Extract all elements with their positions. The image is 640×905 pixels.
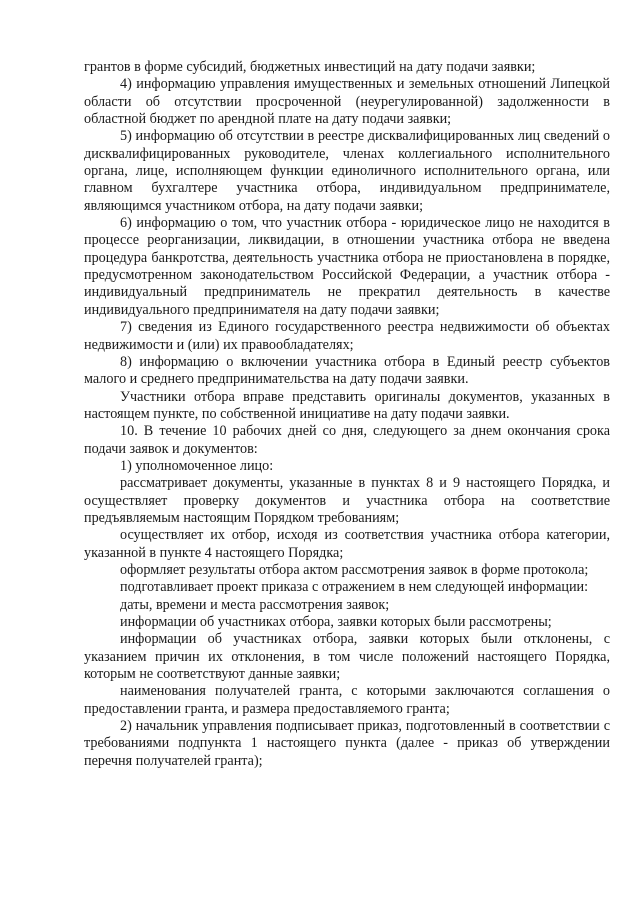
paragraph-item-5: 5) информацию об отсутствии в реестре дисквалифицированных лиц сведений о дисквалифицированных руководителе, членах коллегиального исполнительного органа, лице, исполняющем функции единоличного исполнительного органа, или главном бухгалтере участника отбора, индивидуальном предпринимателе, являющимся участником отбора, на дату подачи заявки; xyxy=(84,128,610,214)
paragraph-recipients: наименования получателей гранта, с которыми заключаются соглашения о предоставлении гранта, и размера предоставляемого гранта; xyxy=(84,683,610,717)
paragraph-reviewed-participants: информации об участниках отбора, заявки которых были рассмотрены; xyxy=(120,614,552,630)
paragraph-protocol: оформляет результаты отбора актом рассмотрения заявок в форме протокола; xyxy=(120,561,589,578)
paragraph-item-7: 7) сведения из Единого государственного реестра недвижимости об объектах недвижимости и (или) их правообладателях; xyxy=(84,319,610,353)
document-body xyxy=(84,59,610,770)
paragraph-rejected-participants: информации об участниках отбора, заявки которых были отклонены, с указанием причин их отклонения, в том числе положений настоящего Порядка, которым не соответствуют данные заявки; xyxy=(84,631,610,683)
paragraph-item-6: 6) информацию о том, что участник отбора - юридическое лицо не находится в процессе реорганизации, ликвидации, в отношении участника отбора не введена процедура банкротства, деятельность участника отбора не приостановлена в порядке, предусмотренном законодательством Российской Федерации, а участник отбора - индивидуальный предприниматель не прекратил деятельность в качестве индивидуального предпринимателя на дату подачи заявки; xyxy=(84,215,610,318)
paragraph-section-10: 10. В течение 10 рабочих дней со дня, следующего за днем окончания срока подачи заявок и документов: xyxy=(84,423,610,457)
paragraph-subitem-1: 1) уполномоченное лицо: xyxy=(120,457,274,474)
paragraph-item-8: 8) информацию о включении участника отбора в Единый реестр субъектов малого и среднего предпринимательства на дату подачи заявки. xyxy=(84,353,610,388)
paragraph-item-4: 4) информацию управления имущественных и земельных отношений Липецкой области об отсутствии просроченной (неурегулированной) задолженности в областной бюджет по арендной плате на дату подачи заявки; xyxy=(84,76,610,128)
paragraph-draft-order: подготавливает проект приказа с отражением в нем следующей информации: xyxy=(120,579,589,596)
paragraph-subitem-2: 2) начальник управления подписывает приказ, подготовленный в соответствии с требованиями подпункта 1 настоящего пункта (далее - приказ об утверждении перечня получателей гранта); xyxy=(84,718,610,769)
paragraph-reviews-documents: рассматривает документы, указанные в пунктах 8 и 9 настоящего Порядка, и осуществляет проверку документов и участника отбора на соответствие предъявляемым настоящим Порядком требованиям; xyxy=(84,475,610,526)
paragraph-dates: даты, времени и места рассмотрения заявок; xyxy=(120,596,390,613)
paragraph-grants-continuation: грантов в форме субсидий, бюджетных инвестиций на дату подачи заявки; xyxy=(84,59,536,75)
paragraph-originals-note: Участники отбора вправе представить оригиналы документов, указанных в настоящем пункте, по собственной инициативе на дату подачи заявки. xyxy=(84,388,610,422)
paragraph-selection: осуществляет их отбор, исходя из соответствия участника отбора категории, указанной в пункте 4 настоящего Порядка; xyxy=(84,527,610,561)
